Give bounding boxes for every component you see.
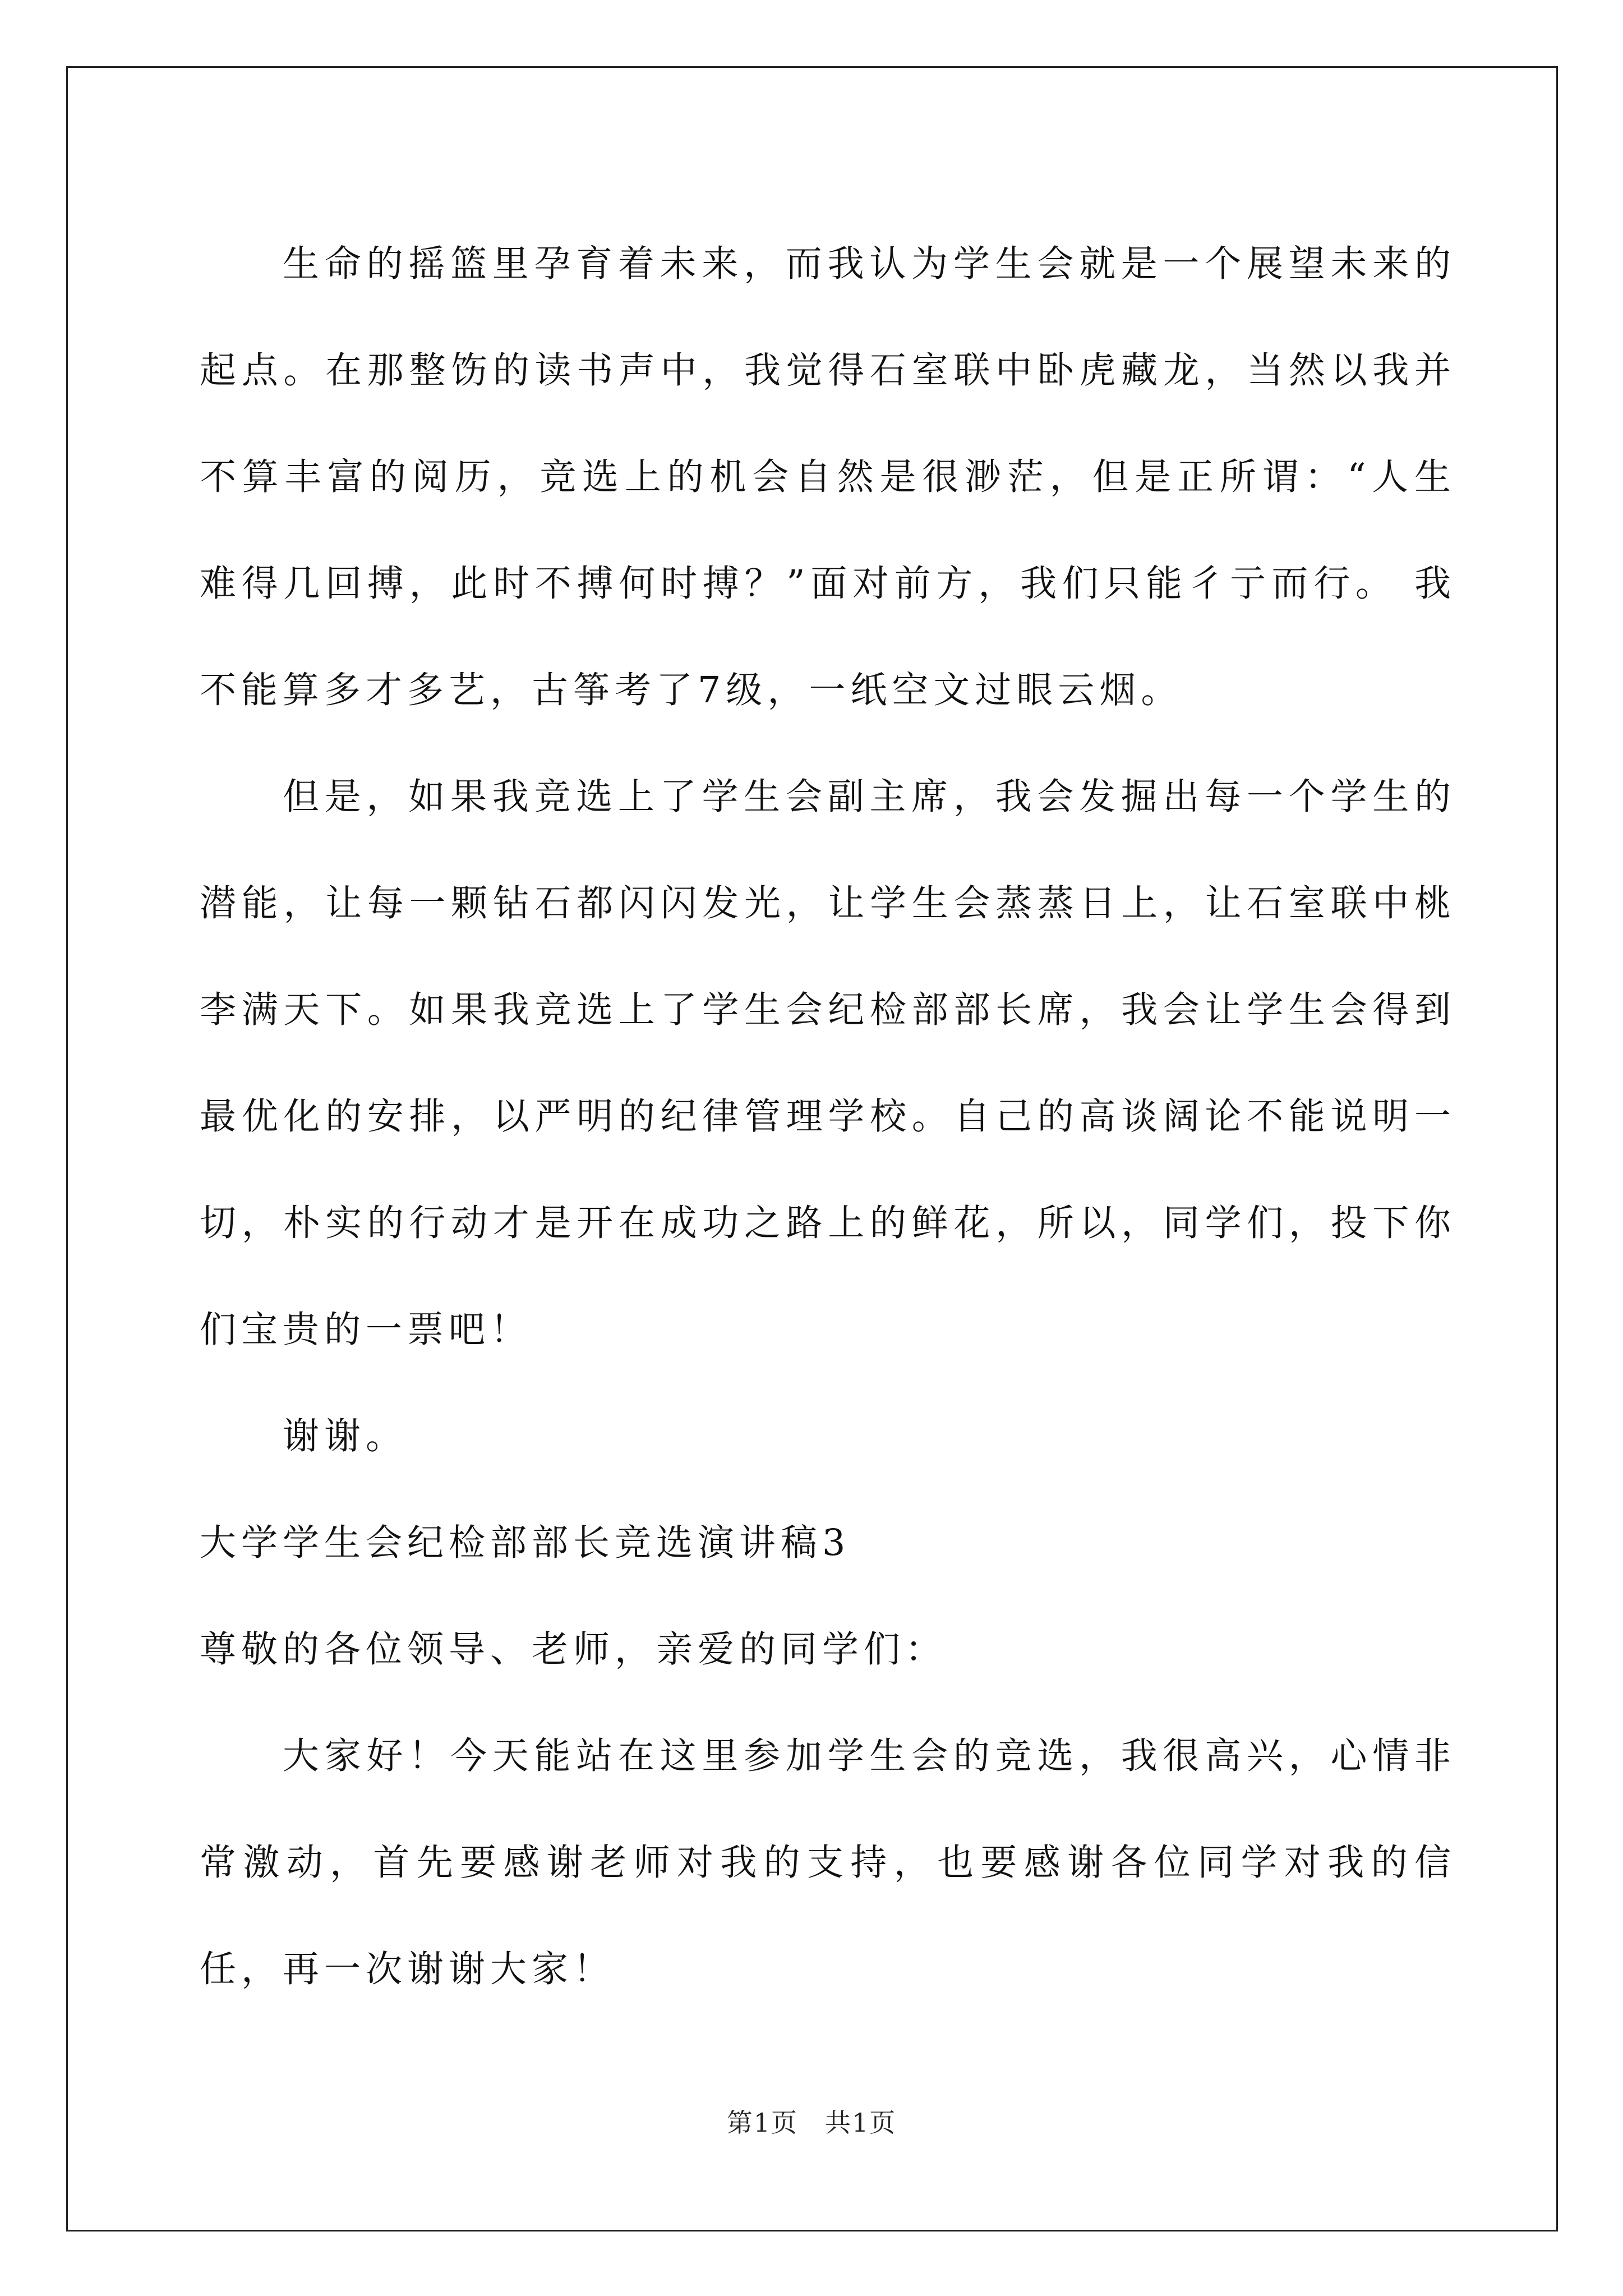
paragraph-1: 生命的摇篮里孕育着未来，而我认为学生会就是一个展望未来的起点。在那整饬的读书声中，我觉得石室联中卧虎藏龙，当然以我并不算丰富的阅历，竞选上的机会自然是很渺茫，但是正所谓：“人生难得几回搏，此时不搏何时搏？”面对前方，我们只能彳亍而行。 我不能算多才多艺，古筝考了7级，一纸空文过眼云烟。 bbox=[200, 243, 1456, 711]
paragraph-greeting: 大家好！今天能站在这里参加学生会的竞选，我很高兴，心情非常激动，首先要感谢老师对我的支持，也要感谢各位同学对我的信任，再一次谢谢大家！ bbox=[200, 1735, 1456, 1990]
salutation: 尊敬的各位领导、老师，亲爱的同学们： bbox=[200, 1628, 947, 1671]
page-footer: 第1页 共1页 bbox=[726, 2108, 897, 2138]
paragraph-thanks: 谢谢。 bbox=[283, 1415, 408, 1457]
paragraph-2: 但是，如果我竞选上了学生会副主席，我会发掘出每一个学生的潜能，让每一颗钻石都闪闪发光，让学生会蒸蒸日上，让石室联中桃李满天下。如果我竞选上了学生会纪检部部长席，我会让学生会得到最优化的安排，以严明的纪律管理学校。自己的高谈阔论不能说明一切，朴实的行动才是开在成功之路上的鲜花，所以，同学们，投下你们宝贵的一票吧！ bbox=[200, 776, 1456, 1351]
section-title: 大学学生会纪检部部长竞选演讲稿3 bbox=[200, 1522, 851, 1564]
document-body bbox=[200, 211, 1456, 2023]
